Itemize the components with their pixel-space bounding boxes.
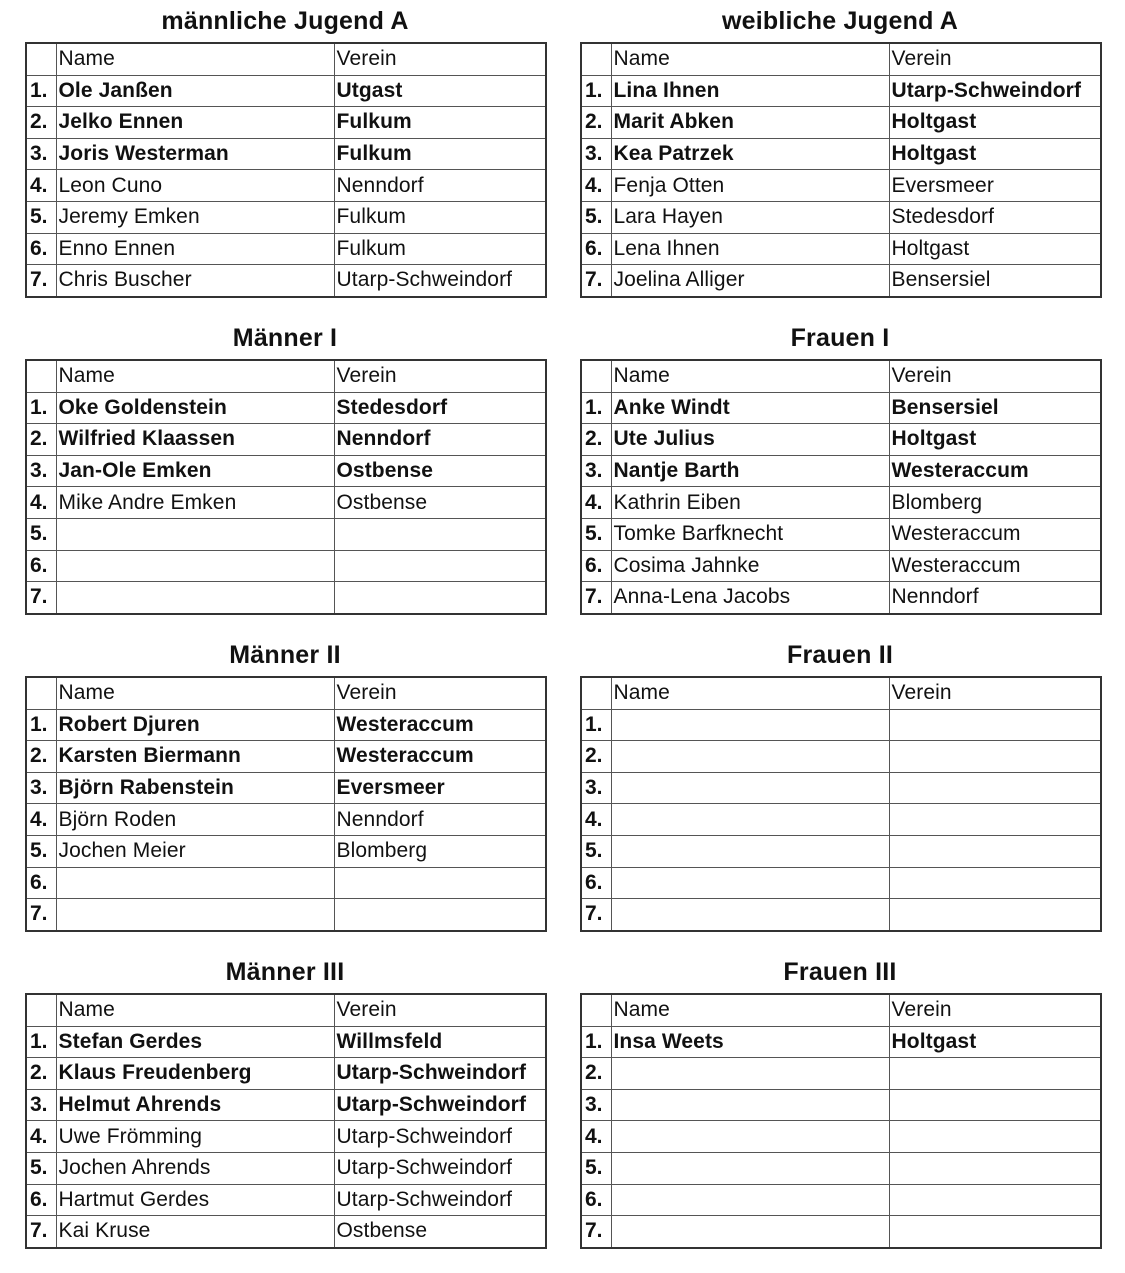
results-table [25, 359, 547, 615]
name-cell: Joelina Alliger [611, 265, 889, 297]
table-row [26, 1152, 546, 1184]
club-cell: Westeraccum [334, 741, 546, 773]
table-row [26, 107, 546, 139]
table-row [581, 75, 1101, 107]
table-row [26, 392, 546, 424]
rank-cell: 1. [581, 392, 611, 424]
name-cell: Jeremy Emken [56, 201, 334, 233]
club-cell: Westeraccum [889, 550, 1101, 582]
name-cell [611, 1058, 889, 1090]
rank-cell: 3. [581, 772, 611, 804]
rank-cell: 4. [581, 804, 611, 836]
name-cell [611, 772, 889, 804]
name-header: Name [56, 43, 334, 75]
rank-cell: 6. [26, 233, 56, 265]
rank-cell: 6. [581, 1184, 611, 1216]
club-cell [889, 1058, 1101, 1090]
club-cell [889, 835, 1101, 867]
club-cell: Utarp-Schweindorf [889, 75, 1101, 107]
name-cell: Klaus Freudenberg [56, 1058, 334, 1090]
table-row [26, 835, 546, 867]
name-header: Name [56, 360, 334, 392]
table-row [581, 107, 1101, 139]
name-header: Name [611, 677, 889, 709]
table-row [26, 424, 546, 456]
header-row [581, 43, 1101, 75]
club-header: Verein [889, 994, 1101, 1026]
name-cell [56, 867, 334, 899]
table-row [26, 138, 546, 170]
name-cell [611, 804, 889, 836]
header-row [26, 994, 546, 1026]
rank-cell: 2. [26, 107, 56, 139]
table-row [581, 455, 1101, 487]
club-cell [889, 1121, 1101, 1153]
rank-cell: 3. [26, 1089, 56, 1121]
name-cell: Ute Julius [611, 424, 889, 456]
results-table [580, 359, 1102, 615]
club-cell [889, 867, 1101, 899]
rank-cell: 6. [581, 867, 611, 899]
name-cell: Uwe Frömming [56, 1121, 334, 1153]
club-cell: Holtgast [889, 233, 1101, 265]
club-cell: Westeraccum [334, 709, 546, 741]
name-cell: Helmut Ahrends [56, 1089, 334, 1121]
table-row [26, 1026, 546, 1058]
name-cell: Chris Buscher [56, 265, 334, 297]
club-cell: Fulkum [334, 233, 546, 265]
name-cell [611, 1089, 889, 1121]
club-cell: Stedesdorf [334, 392, 546, 424]
table-row [581, 1184, 1101, 1216]
name-cell: Mike Andre Emken [56, 487, 334, 519]
rank-header [26, 360, 56, 392]
table-row [26, 201, 546, 233]
table-row [26, 1058, 546, 1090]
section-title: Männer II [229, 641, 341, 669]
name-cell: Björn Roden [56, 804, 334, 836]
club-cell: Fulkum [334, 107, 546, 139]
club-cell [889, 709, 1101, 741]
rank-cell: 6. [581, 550, 611, 582]
table-row [581, 138, 1101, 170]
header-row [26, 43, 546, 75]
table-row [581, 772, 1101, 804]
table-row [26, 233, 546, 265]
name-cell [611, 867, 889, 899]
club-cell: Willmsfeld [334, 1026, 546, 1058]
name-cell [611, 835, 889, 867]
club-cell [334, 867, 546, 899]
table-row [26, 487, 546, 519]
name-cell: Lara Hayen [611, 201, 889, 233]
name-cell [611, 1121, 889, 1153]
results-table [25, 993, 547, 1249]
section-title: Frauen I [790, 324, 890, 352]
rank-cell: 7. [581, 1216, 611, 1248]
section-title: männliche Jugend A [161, 7, 409, 35]
table-row [581, 899, 1101, 931]
club-cell: Nenndorf [889, 582, 1101, 614]
club-cell: Bensersiel [889, 392, 1101, 424]
rank-cell: 3. [581, 455, 611, 487]
rank-cell: 2. [26, 1058, 56, 1090]
name-cell: Cosima Jahnke [611, 550, 889, 582]
name-cell: Stefan Gerdes [56, 1026, 334, 1058]
name-cell [611, 709, 889, 741]
name-cell: Karsten Biermann [56, 741, 334, 773]
name-cell: Anke Windt [611, 392, 889, 424]
rank-cell: 1. [26, 709, 56, 741]
rank-cell: 7. [26, 265, 56, 297]
name-cell: Robert Djuren [56, 709, 334, 741]
rank-cell: 4. [581, 487, 611, 519]
table-row [581, 582, 1101, 614]
header-row [26, 360, 546, 392]
name-cell: Kathrin Eiben [611, 487, 889, 519]
rank-header [581, 360, 611, 392]
club-cell [889, 899, 1101, 931]
rank-cell: 6. [26, 867, 56, 899]
rank-cell: 4. [26, 1121, 56, 1153]
name-cell: Marit Abken [611, 107, 889, 139]
rank-cell: 2. [26, 741, 56, 773]
table-row [581, 1058, 1101, 1090]
club-cell: Blomberg [889, 487, 1101, 519]
rank-cell: 7. [26, 899, 56, 931]
rank-cell: 7. [581, 265, 611, 297]
header-row [26, 677, 546, 709]
club-header: Verein [889, 360, 1101, 392]
club-cell: Westeraccum [889, 455, 1101, 487]
club-cell: Utarp-Schweindorf [334, 1152, 546, 1184]
rank-cell: 5. [26, 835, 56, 867]
name-cell: Hartmut Gerdes [56, 1184, 334, 1216]
results-table [580, 42, 1102, 298]
rank-cell: 6. [26, 1184, 56, 1216]
table-row [26, 1121, 546, 1153]
club-cell: Ostbense [334, 487, 546, 519]
rank-header [26, 994, 56, 1026]
name-cell [611, 1216, 889, 1248]
club-cell: Nenndorf [334, 424, 546, 456]
table-row [26, 899, 546, 931]
name-cell: Kea Patrzek [611, 138, 889, 170]
rank-cell: 5. [581, 518, 611, 550]
rank-cell: 2. [26, 424, 56, 456]
name-cell [56, 518, 334, 550]
club-cell [334, 582, 546, 614]
rank-cell: 6. [581, 233, 611, 265]
rank-header [581, 994, 611, 1026]
table-row [581, 233, 1101, 265]
club-cell: Bensersiel [889, 265, 1101, 297]
rank-cell: 7. [26, 1216, 56, 1248]
rank-header [26, 43, 56, 75]
table-row [26, 1216, 546, 1248]
rank-cell: 4. [26, 804, 56, 836]
rank-cell: 5. [581, 201, 611, 233]
name-cell: Enno Ennen [56, 233, 334, 265]
rank-cell: 2. [581, 741, 611, 773]
club-header: Verein [334, 43, 546, 75]
name-cell: Ole Janßen [56, 75, 334, 107]
rank-cell: 2. [581, 107, 611, 139]
table-row [26, 582, 546, 614]
table-row [26, 550, 546, 582]
rank-cell: 6. [26, 550, 56, 582]
table-row [26, 867, 546, 899]
table-row [581, 170, 1101, 202]
club-header: Verein [889, 43, 1101, 75]
name-header: Name [611, 994, 889, 1026]
club-cell: Utarp-Schweindorf [334, 1089, 546, 1121]
section-title: Frauen III [783, 958, 897, 986]
name-cell: Jan-Ole Emken [56, 455, 334, 487]
club-cell [889, 1089, 1101, 1121]
results-table [580, 993, 1102, 1249]
club-cell [334, 550, 546, 582]
rank-cell: 1. [26, 392, 56, 424]
section-title: Männer III [225, 958, 345, 986]
table-row [581, 487, 1101, 519]
club-cell: Blomberg [334, 835, 546, 867]
rank-cell: 7. [26, 582, 56, 614]
rank-header [581, 677, 611, 709]
name-cell: Fenja Otten [611, 170, 889, 202]
section-title: Frauen II [787, 641, 893, 669]
rank-cell: 7. [581, 582, 611, 614]
club-cell: Holtgast [889, 107, 1101, 139]
club-header: Verein [889, 677, 1101, 709]
rank-cell: 4. [581, 170, 611, 202]
name-header: Name [56, 994, 334, 1026]
name-cell: Leon Cuno [56, 170, 334, 202]
rank-cell: 1. [26, 1026, 56, 1058]
table-row [26, 741, 546, 773]
rank-cell: 4. [26, 170, 56, 202]
club-header: Verein [334, 994, 546, 1026]
table-row [26, 455, 546, 487]
rank-cell: 2. [581, 424, 611, 456]
table-row [581, 265, 1101, 297]
rank-cell: 7. [581, 899, 611, 931]
table-row [581, 1026, 1101, 1058]
name-header: Name [56, 677, 334, 709]
table-row [26, 518, 546, 550]
club-cell [889, 1152, 1101, 1184]
club-cell: Eversmeer [334, 772, 546, 804]
header-row [581, 360, 1101, 392]
rank-cell: 1. [26, 75, 56, 107]
name-cell: Kai Kruse [56, 1216, 334, 1248]
rank-cell: 1. [581, 75, 611, 107]
club-cell: Ostbense [334, 455, 546, 487]
name-cell [611, 1184, 889, 1216]
section-title: weibliche Jugend A [721, 7, 959, 35]
name-header: Name [611, 43, 889, 75]
rank-cell: 5. [26, 518, 56, 550]
club-cell [334, 518, 546, 550]
name-cell: Lena Ihnen [611, 233, 889, 265]
table-row [581, 201, 1101, 233]
section-title: Männer I [232, 324, 338, 352]
name-cell: Lina Ihnen [611, 75, 889, 107]
club-cell: Stedesdorf [889, 201, 1101, 233]
table-row [581, 1089, 1101, 1121]
rank-cell: 4. [26, 487, 56, 519]
table-row [581, 709, 1101, 741]
table-row [26, 265, 546, 297]
name-cell [611, 1152, 889, 1184]
rank-cell: 5. [581, 1152, 611, 1184]
table-row [581, 867, 1101, 899]
name-cell [611, 899, 889, 931]
club-cell: Utgast [334, 75, 546, 107]
name-cell: Tomke Barfknecht [611, 518, 889, 550]
header-row [581, 994, 1101, 1026]
club-cell [889, 804, 1101, 836]
name-cell [611, 741, 889, 773]
club-cell: Nenndorf [334, 170, 546, 202]
club-header: Verein [334, 360, 546, 392]
name-cell: Jelko Ennen [56, 107, 334, 139]
table-row [26, 772, 546, 804]
table-row [581, 518, 1101, 550]
header-row [581, 677, 1101, 709]
club-cell: Utarp-Schweindorf [334, 1058, 546, 1090]
rank-cell: 2. [581, 1058, 611, 1090]
rank-cell: 1. [581, 709, 611, 741]
table-row [26, 1089, 546, 1121]
table-row [581, 550, 1101, 582]
name-cell: Wilfried Klaassen [56, 424, 334, 456]
table-row [26, 709, 546, 741]
name-cell: Jochen Meier [56, 835, 334, 867]
club-cell: Fulkum [334, 138, 546, 170]
name-header: Name [611, 360, 889, 392]
rank-cell: 5. [26, 1152, 56, 1184]
rank-header [581, 43, 611, 75]
rank-cell: 5. [581, 835, 611, 867]
club-cell: Utarp-Schweindorf [334, 1121, 546, 1153]
results-table [25, 676, 547, 932]
club-cell [889, 772, 1101, 804]
rank-cell: 3. [581, 138, 611, 170]
club-cell: Eversmeer [889, 170, 1101, 202]
table-row [26, 804, 546, 836]
table-row [581, 835, 1101, 867]
table-row [26, 170, 546, 202]
club-header: Verein [334, 677, 546, 709]
table-row [581, 741, 1101, 773]
name-cell: Oke Goldenstein [56, 392, 334, 424]
rank-cell: 4. [581, 1121, 611, 1153]
club-cell: Holtgast [889, 138, 1101, 170]
rank-cell: 3. [26, 138, 56, 170]
rank-cell: 3. [26, 772, 56, 804]
club-cell [334, 899, 546, 931]
rank-cell: 3. [581, 1089, 611, 1121]
table-row [581, 392, 1101, 424]
results-table [25, 42, 547, 298]
table-row [26, 1184, 546, 1216]
table-row [581, 1216, 1101, 1248]
club-cell: Holtgast [889, 1026, 1101, 1058]
name-cell: Nantje Barth [611, 455, 889, 487]
rank-cell: 5. [26, 201, 56, 233]
club-cell: Fulkum [334, 201, 546, 233]
club-cell: Holtgast [889, 424, 1101, 456]
name-cell: Joris Westerman [56, 138, 334, 170]
name-cell: Björn Rabenstein [56, 772, 334, 804]
club-cell [889, 1216, 1101, 1248]
table-row [581, 804, 1101, 836]
name-cell: Insa Weets [611, 1026, 889, 1058]
name-cell [56, 899, 334, 931]
name-cell: Anna-Lena Jacobs [611, 582, 889, 614]
rank-header [26, 677, 56, 709]
club-cell [889, 741, 1101, 773]
table-row [581, 424, 1101, 456]
table-row [581, 1152, 1101, 1184]
name-cell [56, 550, 334, 582]
club-cell [889, 1184, 1101, 1216]
club-cell: Ostbense [334, 1216, 546, 1248]
club-cell: Utarp-Schweindorf [334, 265, 546, 297]
rank-cell: 3. [26, 455, 56, 487]
table-row [26, 75, 546, 107]
results-table [580, 676, 1102, 932]
club-cell: Nenndorf [334, 804, 546, 836]
name-cell: Jochen Ahrends [56, 1152, 334, 1184]
name-cell [56, 582, 334, 614]
table-row [581, 1121, 1101, 1153]
club-cell: Utarp-Schweindorf [334, 1184, 546, 1216]
rank-cell: 1. [581, 1026, 611, 1058]
club-cell: Westeraccum [889, 518, 1101, 550]
